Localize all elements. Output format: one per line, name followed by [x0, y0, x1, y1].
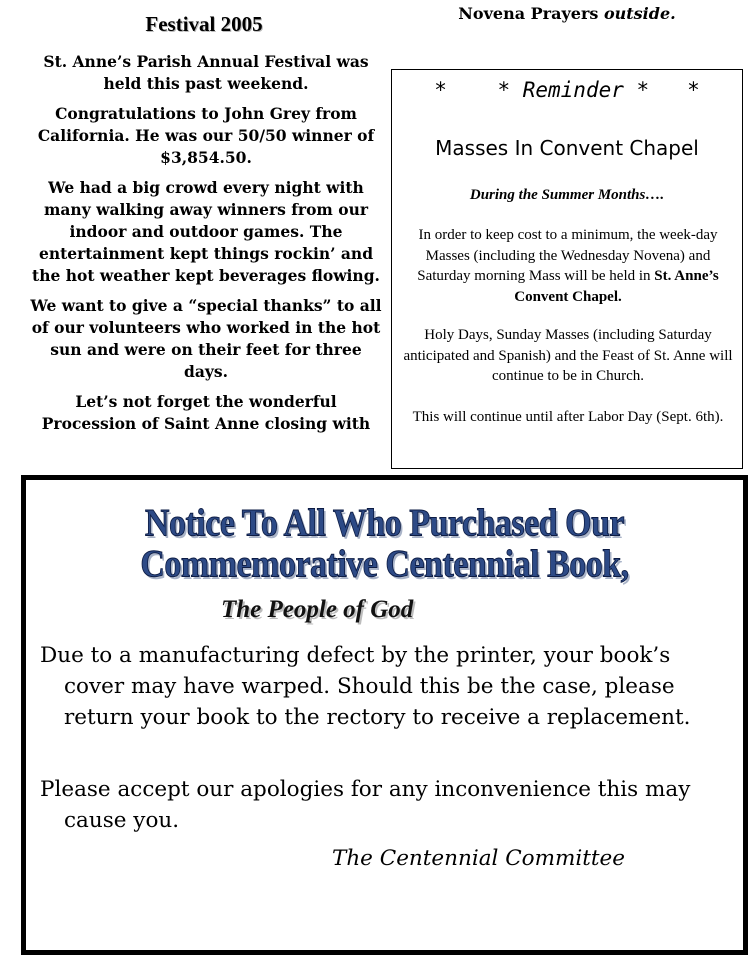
festival-paragraph: Let’s not forget the wonderful Procession of Saint Anne closing with: [41, 392, 371, 433]
notice-headline-line1: Notice To All Who Purchased Our: [144, 502, 625, 545]
festival-paragraph: We want to give a “special thanks” to all of our volunteers who worked in the hot sun and were on their feet for three days.: [30, 296, 382, 381]
reminder-p1-bold: St. Anne’s Convent Chapel.: [514, 268, 719, 305]
notice-headline-line2: Commemorative Centennial Book,: [140, 543, 629, 586]
novena-line: [392, 4, 742, 23]
notice-paragraph: Due to a manufacturing defect by the printer, your book’s cover may have warped. Should this be the case, please return your book to the rectory to receive a replacement.: [40, 643, 691, 730]
notice-subtitle: The People of God: [221, 596, 414, 623]
reminder-paragraph: This will continue until after Labor Day (Sept. 6th).: [412, 409, 724, 425]
notice-signature: The Centennial Committee: [332, 846, 626, 871]
reminder-subheading: During the Summer Months….: [469, 187, 665, 203]
festival-paragraph: Congratulations to John Grey from California. He was our 50/50 winner of $3,854.50.: [37, 104, 375, 167]
reminder-paragraph: [398, 225, 738, 307]
festival-paragraph: St. Anne’s Parish Annual Festival was held this past weekend.: [43, 52, 369, 93]
reminder-heading: Masses In Convent Chapel: [435, 136, 699, 160]
reminder-paragraph: Holy Days, Sunday Masses (including Saturday anticipated and Spanish) and the Feast of St. Anne will continue to be in Church.: [403, 327, 733, 384]
reminder-box: [391, 69, 743, 469]
novena-text: Novena Prayers: [458, 4, 599, 23]
festival-article: [26, 51, 386, 443]
reminder-title: * * Reminder * *: [434, 78, 700, 102]
novena-emphasis: outside.: [603, 4, 676, 23]
notice-box: [21, 475, 748, 955]
reminder-p1-text: In order to keep cost to a minimum, the week-day Masses (including the Wednesday Novena) and Saturday morning Mass will be held in: [417, 227, 718, 284]
festival-title: Festival 2005: [145, 12, 263, 36]
festival-paragraph: We had a big crowd every night with many walking away winners from our indoor and outdoor games. The entertainment kept things rockin’ and the hot weather kept beverages flowing.: [32, 178, 380, 285]
notice-paragraph: Please accept our apologies for any inconvenience this may cause you.: [40, 777, 691, 833]
